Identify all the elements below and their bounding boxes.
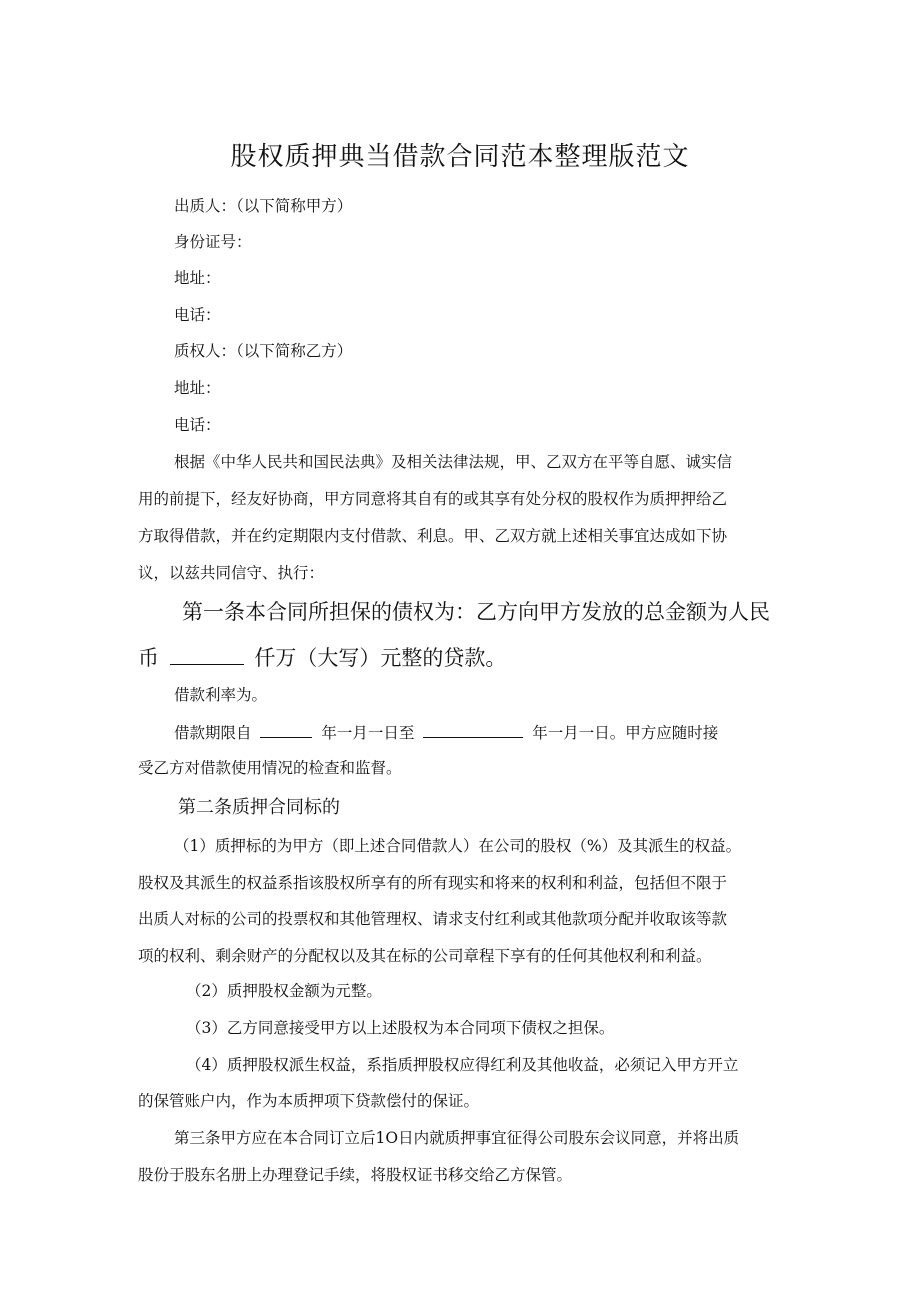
interest-rate-line: 借款利率为。 xyxy=(174,686,268,704)
article2-item4-line: 的保管账户内，作为本质押项下贷款偿付的保证。 xyxy=(138,1092,480,1110)
end-year-blank xyxy=(423,721,523,738)
article1-line2 xyxy=(138,645,506,671)
article3-line: 第三条甲方应在本合同订立后1O日内就质押事宜征得公司股东会议同意，并将出质 xyxy=(174,1129,740,1147)
article2-heading: 第二条质押合同标的 xyxy=(178,797,340,818)
article3-line: 股份于股东名册上办理登记手续，将股权证书移交给乙方保管。 xyxy=(138,1166,573,1184)
pledgor-label: 出质人：（以下简称甲方） xyxy=(174,197,353,215)
amount-blank xyxy=(170,648,244,665)
article2-item3: （3）乙方同意接受甲方以上述股权为本合同项下债权之担保。 xyxy=(186,1019,615,1037)
preamble-line: 根据《中华人民共和国民法典》及相关法律法规，甲、乙双方在平等自愿、诚实信 xyxy=(174,453,733,471)
term-suffix: 年一月一日。甲方应随时接 xyxy=(532,724,719,742)
article1-line1: 第一条本合同所担保的债权为：乙方向甲方发放的总金额为人民 xyxy=(182,600,770,624)
phone-label-a: 电话： xyxy=(174,306,221,324)
phone-label-b: 电话： xyxy=(174,416,221,434)
document-title: 股权质押典当借款合同范本整理版范文 xyxy=(230,142,690,172)
article2-item1-line: 股权及其派生的权益系指该股权所享有的所有现实和将来的权利和利益，包括但不限于 xyxy=(138,874,728,892)
article2-item1-line: 项的权利、剩余财产的分配权以及其在标的公司章程下享有的任何其他权利和利益。 xyxy=(138,947,712,965)
article2-item1-line: （1）质押标的为甲方（即上述合同借款人）在公司的股权（%）及其派生的权益。 xyxy=(174,837,742,855)
article1-amount-suffix: 仟万（大写）元整的贷款。 xyxy=(254,646,507,670)
address-label-b: 地址： xyxy=(174,379,221,397)
preamble-line: 议，以兹共同信守、执行： xyxy=(138,564,325,582)
article2-item1-line: 出质人对标的公司的投票权和其他管理权、请求支付红利或其他款项分配并收取该等款 xyxy=(138,910,728,928)
preamble-line: 用的前提下，经友好协商，甲方同意将其自有的或其享有处分权的股权作为质押押给乙 xyxy=(138,490,728,508)
term-mid: 年一月一日至 xyxy=(321,724,415,742)
id-number-label: 身份证号： xyxy=(174,233,252,251)
start-year-blank xyxy=(260,721,312,738)
article1-currency: 币 xyxy=(138,646,159,670)
term-prefix: 借款期限自 xyxy=(174,724,252,742)
article2-item4-line: （4）质押股权派生权益，系指质押股权应得红利及其他收益，必须记入甲方开立 xyxy=(186,1056,739,1074)
loan-term-line xyxy=(174,721,718,743)
article2-item2: （2）质押股权金额为元整。 xyxy=(186,982,382,1000)
pledgee-label: 质权人：（以下简称乙方） xyxy=(174,342,353,360)
address-label-a: 地址： xyxy=(174,269,221,287)
preamble-line: 方取得借款，并在约定期限内支付借款、利息。甲、乙双方就上述相关事宜达成如下协 xyxy=(138,527,728,545)
loan-term-line2: 受乙方对借款使用情况的检查和监督。 xyxy=(138,759,402,777)
